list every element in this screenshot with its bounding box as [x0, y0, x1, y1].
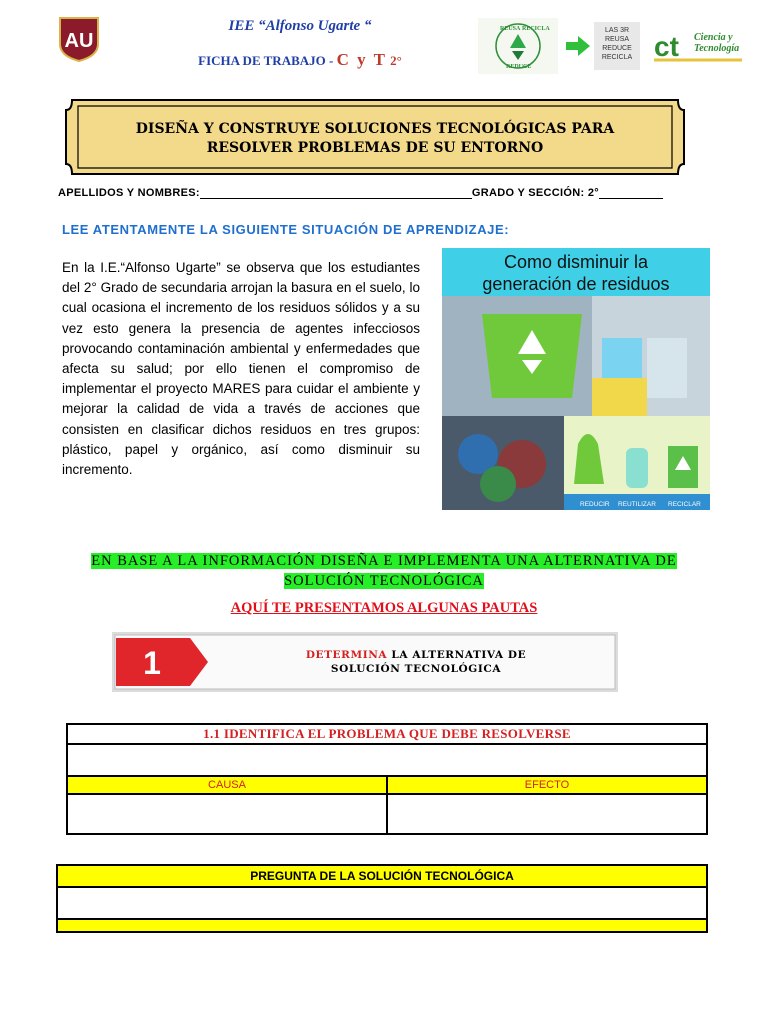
- badge-reduce: REDUCE: [506, 64, 532, 70]
- causa-header: CAUSA: [67, 776, 387, 794]
- step-number: 1: [143, 645, 161, 681]
- label-reciclar: RECICLAR: [668, 501, 701, 508]
- label-reducir: REDUCIR: [580, 501, 610, 508]
- instruction-banner: [0, 551, 768, 591]
- illus-title-1: Como disminuir la: [503, 252, 649, 272]
- badge-recicla: RECICLA: [522, 26, 550, 32]
- question-table-footer: [57, 919, 707, 932]
- three-r-line: RECICLA: [601, 54, 633, 61]
- waste-reduction-image: [442, 248, 710, 510]
- arrow-right-icon: [566, 36, 590, 56]
- worksheet-title: [70, 120, 680, 158]
- school-name: IEE “Alfonso Ugarte “: [228, 18, 372, 34]
- situation-paragraph: En la I.E.“Alfonso Ugarte” se observa que los estudiantes del 2° Grado de secundaria arrojan la basura en el suelo, lo cual ocasiona el incremento de los residuos sólidos y a su vez esto genera la presencia de agentes infecciosos provocando contaminación ambiental y enfermedades que afecta su salud; por ello tienen el compromiso de implementar el proyecto MARES para cuidar el ambiente y mejorar la calidad de vida a través de acciones que consisten en clasificar dichos residuos en tres grupos: plástico, papel y orgánico, así como disminuir su incremento.: [62, 260, 420, 478]
- ct-logo-text: [694, 32, 756, 54]
- situation-heading: LEE ATENTAMENTE LA SIGUIENTE SITUACIÓN DE APRENDIZAJE:: [62, 222, 510, 237]
- efecto-input-cell[interactable]: [387, 794, 707, 834]
- grade-label: 2°: [390, 53, 402, 68]
- problem-table-header: 1.1 IDENTIFICA EL PROBLEMA QUE DEBE RESOLVERSE: [67, 724, 707, 744]
- student-info-line: [58, 187, 708, 199]
- efecto-header: EFECTO: [387, 776, 707, 794]
- grade-section-label: GRADO Y SECCIÓN: 2°: [471, 187, 599, 199]
- step-title: [236, 648, 596, 676]
- title-line-2: RESOLVER PROBLEMAS DE SU ENTORNO: [206, 140, 544, 156]
- three-r-line: REUSA: [604, 36, 630, 43]
- three-r-line: REDUCE: [602, 45, 632, 52]
- causa-input-cell[interactable]: [67, 794, 387, 834]
- names-blank[interactable]: [200, 188, 472, 199]
- worksheet-label: [160, 50, 440, 70]
- subject-label: C y T: [336, 50, 387, 69]
- step-line-2: SOLUCIÓN TECNOLÓGICA: [330, 663, 502, 675]
- question-input-cell[interactable]: [57, 887, 707, 919]
- problem-input-cell[interactable]: [67, 744, 707, 776]
- step-verb: DETERMINA: [305, 649, 388, 661]
- step-rest-1: LA ALTERNATIVA DE: [387, 649, 527, 661]
- question-table-header: PREGUNTA DE LA SOLUCIÓN TECNOLÓGICA: [57, 865, 707, 887]
- names-label: APELLIDOS Y NOMBRES:: [58, 187, 200, 199]
- guidelines-heading: AQUÍ TE PRESENTAMOS ALGUNAS PAUTAS: [230, 600, 538, 616]
- instruction-line-1: EN BASE A LA INFORMACIÓN DISEÑA E IMPLEMENTA UNA ALTERNATIVA DE: [91, 553, 677, 569]
- three-r-card: [594, 22, 640, 70]
- ct-logo-text-2: Tecnología: [694, 43, 740, 54]
- label-reutilizar: REUTILIZAR: [618, 501, 656, 508]
- question-table: [56, 864, 708, 933]
- grade-section-blank[interactable]: [599, 188, 663, 199]
- ct-logo-mark: ct: [654, 31, 679, 62]
- green-bin: [482, 314, 582, 398]
- ficha-label: FICHA DE TRABAJO -: [198, 53, 337, 68]
- three-r-line: LAS 3R: [604, 27, 630, 34]
- title-line-1: DISEÑA Y CONSTRUYE SOLUCIONES TECNOLÓGICAS PARA: [135, 121, 615, 137]
- school-logo: [58, 16, 100, 62]
- ct-logo-text-1: Ciencia y: [694, 32, 733, 43]
- problem-table: [66, 723, 708, 835]
- instruction-line-2: SOLUCIÓN TECNOLÓGICA: [284, 573, 484, 589]
- recycle-badge-image: [478, 18, 558, 74]
- badge-reusa: REUSA: [500, 26, 521, 32]
- illus-title-2: generación de residuos: [482, 274, 670, 294]
- school-logo-text: AU: [64, 30, 94, 52]
